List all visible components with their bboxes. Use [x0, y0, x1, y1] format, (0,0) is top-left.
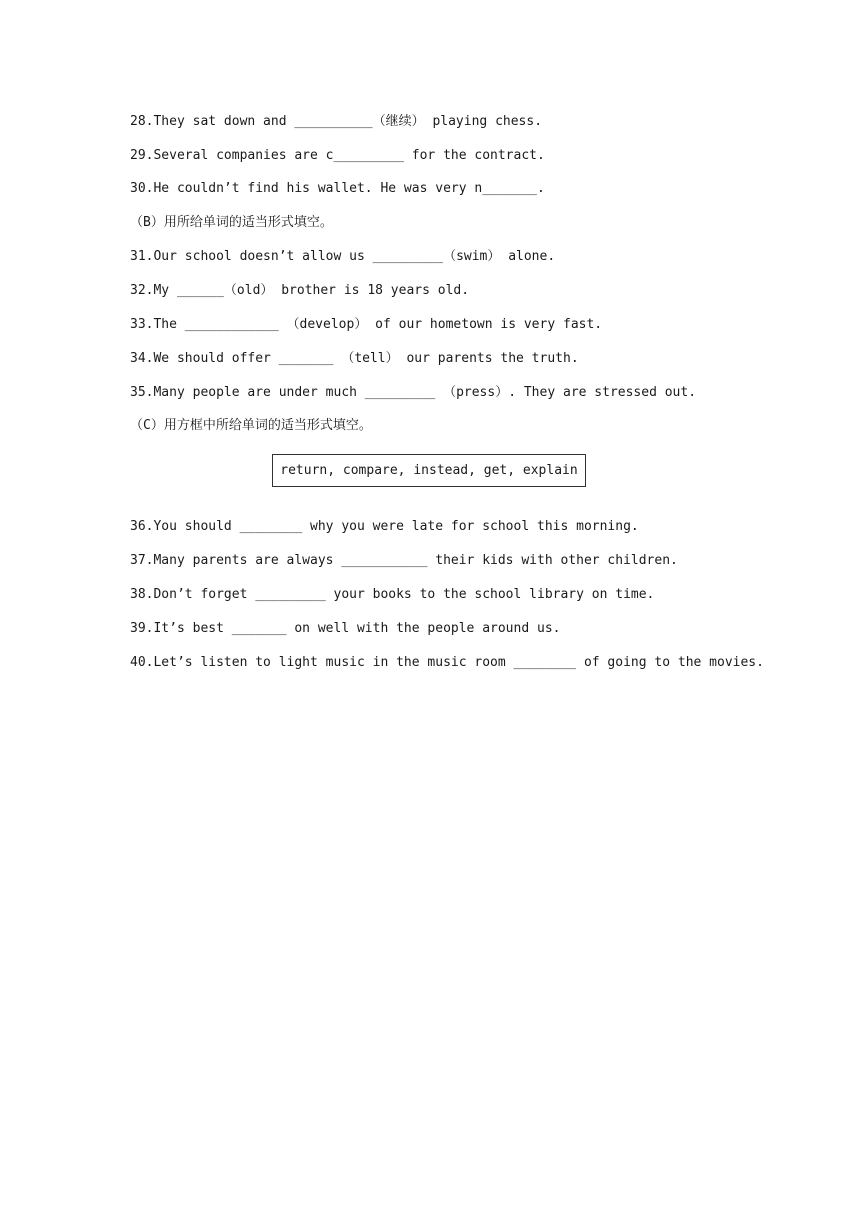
question-33: 33.The ____________ （develop） of our hometown is very fast. — [130, 317, 603, 332]
question-36: 36.You should ________ why you were late for school this morning. — [130, 519, 639, 534]
section-c-heading: （C）用方框中所给单词的适当形式填空。 — [130, 418, 372, 433]
question-29: 29.Several companies are c_________ for the contract. — [130, 148, 545, 163]
section-b-heading: （B）用所给单词的适当形式填空。 — [130, 215, 333, 230]
question-38: 38.Don’t forget _________ your books to the school library on time. — [130, 587, 655, 602]
question-28: 28.They sat down and __________（继续） playing chess. — [130, 114, 543, 129]
question-34: 34.We should offer _______ （tell） our parents the truth. — [130, 351, 579, 366]
question-39: 39.It’s best _______ on well with the people around us. — [130, 621, 561, 636]
word-bank-box: return, compare, instead, get, explain — [272, 454, 586, 487]
question-31: 31.Our school doesn’t allow us _________（swim） alone. — [130, 249, 556, 264]
question-40: 40.Let’s listen to light music in the music room ________ of going to the movies. — [130, 655, 764, 670]
question-35: 35.Many people are under much _________ （press）. They are stressed out. — [130, 385, 697, 400]
question-30: 30.He couldn’t find his wallet. He was very n_______. — [130, 181, 545, 196]
question-32: 32.My ______（old） brother is 18 years old. — [130, 283, 470, 298]
question-37: 37.Many parents are always ___________ their kids with other children. — [130, 553, 678, 568]
